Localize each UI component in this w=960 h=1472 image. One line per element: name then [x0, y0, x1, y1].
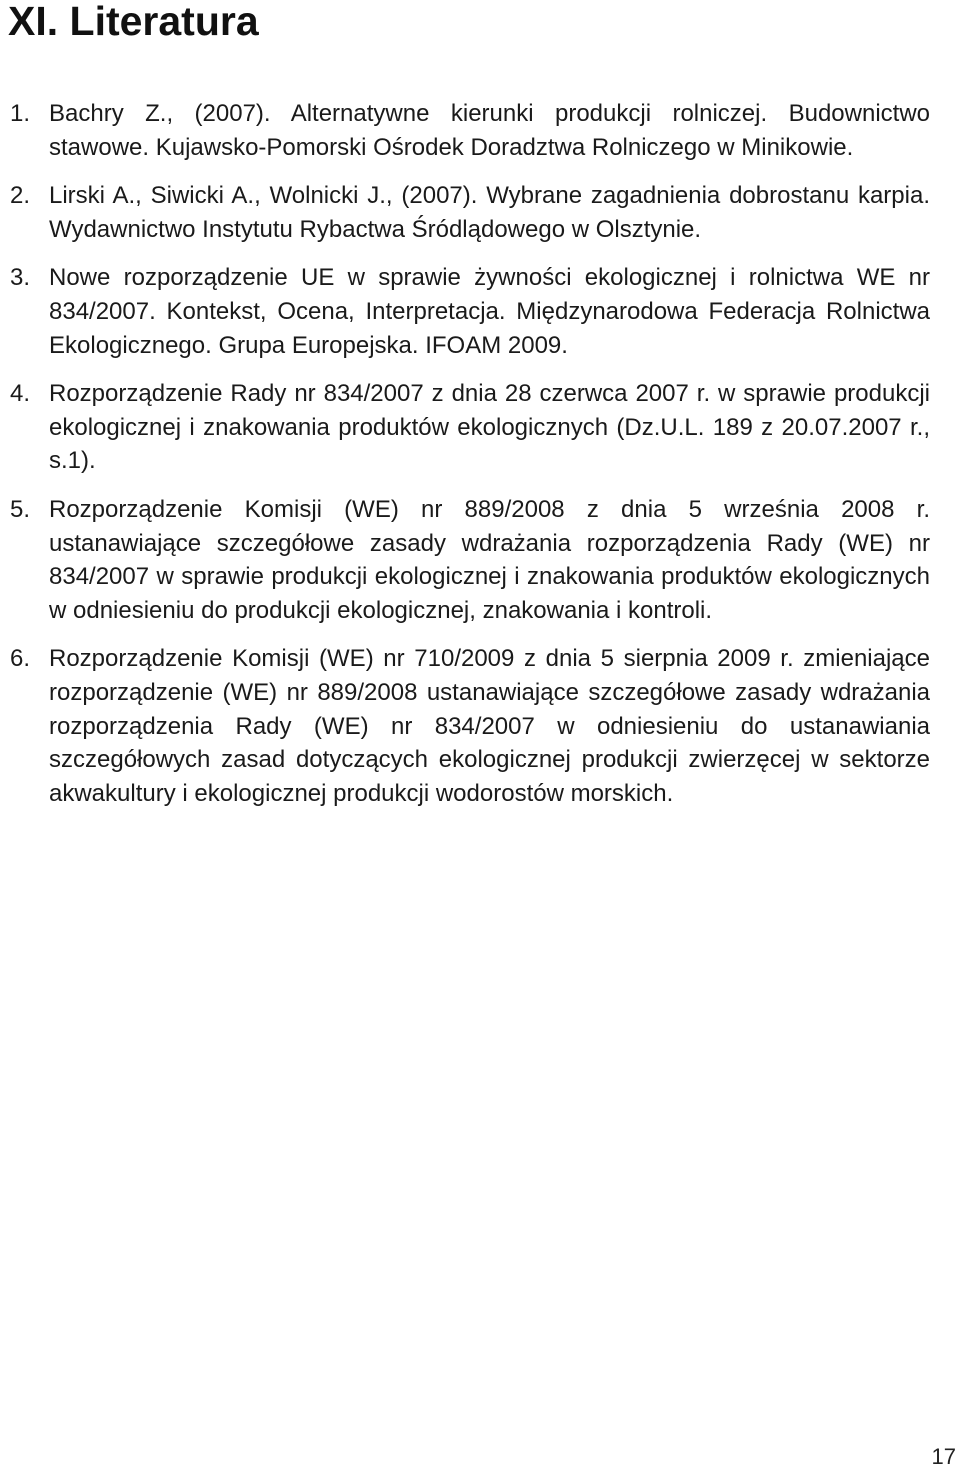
reference-item [10, 261, 930, 362]
reference-item [10, 642, 930, 810]
reference-number: 4. [10, 380, 31, 408]
reference-text: Lirski A., Siwicki A., Wolnicki J., (2007). Wybrane zagadnienia dobrostanu karpia. Wydawnictwo Instytutu Rybactwa Śródlądowego w Olsztynie. [49, 182, 930, 243]
reference-text: Rozporządzenie Komisji (WE) nr 889/2008 z dnia 5 września 2008 r. ustanawiające szczegółowe zasady wdrażania rozporządzenia Rady (WE) nr 834/2007 w sprawie produkcji ekologicznej i znakowania produktów ekologicznych w odniesieniu do produkcji ekologicznej, znakowania i kontroli. [49, 495, 930, 624]
page-number: 17 [931, 1444, 956, 1469]
reference-text: Rozporządzenie Rady nr 834/2007 z dnia 28 czerwca 2007 r. w sprawie produkcji ekologicznej i znakowania produktów ekologicznych (Dz.U.L. 189 z 20.07.2007 r., s.1). [49, 380, 930, 475]
reference-item [10, 179, 930, 246]
reference-number: 1. [10, 100, 31, 127]
reference-item [10, 493, 930, 627]
reference-text: Rozporządzenie Komisji (WE) nr 710/2009 z dnia 5 sierpnia 2009 r. zmieniające rozporządzenie (WE) nr 889/2008 ustanawiające szczegółowe zasady wdrażania rozporządzenia Rady (WE) nr 834/2007 w odniesieniu do ustanawiania szczegółowych zasad dotyczących ekologicznej produkcji zwierzęcej w sektorze akwakultury i ekologicznej produkcji wodorostów morskich. [49, 645, 930, 807]
section-heading: XI. Literatura [8, 0, 259, 44]
reference-text: Bachry Z., (2007). Alternatywne kierunki produkcji rolniczej. Budownictwo stawowe. Kujawsko-Pomorski Ośrodek Doradztwa Rolniczego w Minikowie. [49, 100, 930, 161]
reference-item [10, 377, 930, 478]
reference-number: 3. [10, 264, 31, 292]
reference-number: 6. [10, 645, 31, 673]
reference-item [10, 97, 930, 164]
reference-text: Nowe rozporządzenie UE w sprawie żywności ekologicznej i rolnictwa WE nr 834/2007. Kontekst, Ocena, Interpretacja. Międzynarodowa Federacja Rolnictwa Ekologicznego. Grupa Europejska. IFOAM 2009. [49, 264, 930, 359]
reference-number: 5. [10, 495, 31, 523]
reference-list [10, 97, 930, 825]
reference-number: 2. [10, 182, 31, 210]
